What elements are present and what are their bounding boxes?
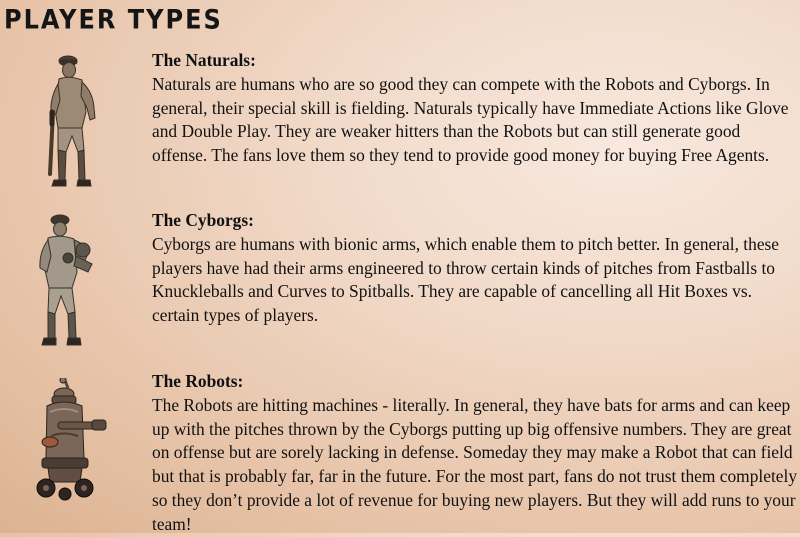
naturals-section xyxy=(152,49,798,168)
naturals-description: Naturals are humans who are so good they can compete with the Robots and Cyborgs. In general, their special skill is fielding. Naturals typically have Immediate Actions like Glove and Double Play. They are weaker hitters than the Robots but can still generate good offense. The fans love them so they tend to provide good money for buying Free Agents. xyxy=(152,73,789,166)
naturals-heading: The Naturals: xyxy=(152,50,256,70)
robots-heading: The Robots: xyxy=(152,371,244,391)
natural-player-icon xyxy=(38,52,106,192)
cyborg-player-icon xyxy=(30,210,100,350)
cyborgs-description: Cyborgs are humans with bionic arms, which enable them to pitch better. In general, these players have had their arms engineered to throw certain kinds of pitches from Fastballs to Knuckleballs and Curves to Spitballs. They are capable of cancelling all Hit Boxes vs. certain types of players. xyxy=(152,233,780,326)
page-title: PLAYER TYPES xyxy=(4,4,223,36)
robots-section xyxy=(152,370,798,537)
cyborgs-heading: The Cyborgs: xyxy=(152,210,254,230)
robots-description: The Robots are hitting machines - literally. In general, they have bats for arms and can keep up with the pitches thrown by the Cyborgs putting up big offensive numbers. They are great on offense but are sorely lacking in defense. Someday they may make a Robot that can field but that is probably far, far in the future. For the most part, fans do not trust them completely so they don’t provide a lot of revenue for buying new players. But they will add runs to your team! xyxy=(152,394,798,534)
cyborgs-section xyxy=(152,209,798,328)
robot-player-icon xyxy=(30,378,108,504)
